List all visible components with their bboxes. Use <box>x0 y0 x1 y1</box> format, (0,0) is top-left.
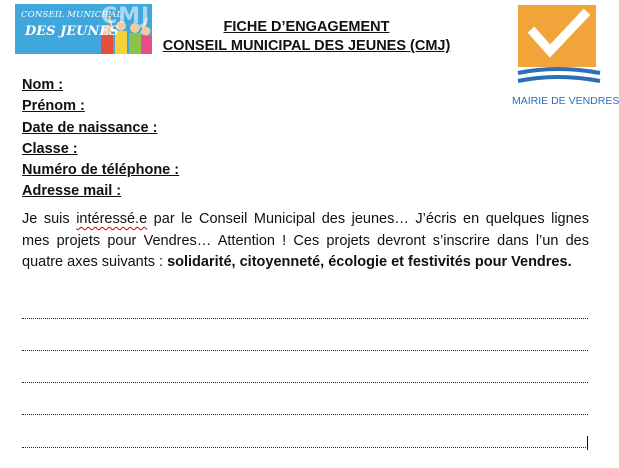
writing-line[interactable] <box>22 447 588 449</box>
instructions-paragraph <box>22 209 589 274</box>
document-title: FICHE D’ENGAGEMENT <box>223 19 390 35</box>
cmj-logo-line2: DES JEUNES <box>25 24 119 39</box>
field-prenom[interactable]: Prénom : <box>22 98 85 115</box>
field-classe[interactable]: Classe : <box>22 140 78 157</box>
field-telephone[interactable]: Numéro de téléphone : <box>22 162 180 179</box>
mairie-logo <box>512 3 619 107</box>
document-subtitle: CONSEIL MUNICIPAL DES JEUNES (CMJ) <box>162 38 451 54</box>
writing-line[interactable] <box>22 382 588 384</box>
paragraph-axes: solidarité, citoyenneté, écologie et festivités pour Vendres. <box>167 254 572 270</box>
writing-line[interactable] <box>22 350 588 352</box>
paragraph-part2: par le Conseil Municipal des jeunes… J’écris en quelques lignes mes projets pour Vendres… Attention ! Ces projets devront s’inscrire dans l’un des quatre axes suivants : <box>22 211 589 270</box>
cmj-logo-line1: CONSEIL MUNICIPAL <box>21 10 123 20</box>
cmj-acronym: CMJ <box>101 4 151 29</box>
writing-line[interactable] <box>22 318 588 320</box>
text-cursor <box>587 436 588 450</box>
field-adresse-mail[interactable]: Adresse mail : <box>22 183 122 200</box>
field-date-naissance[interactable]: Date de naissance : <box>22 119 158 136</box>
paragraph-part1: Je suis <box>22 211 77 227</box>
cmj-logo <box>15 4 152 54</box>
form-fields <box>22 75 179 203</box>
field-nom[interactable]: Nom : <box>22 77 64 93</box>
document-header <box>150 18 463 56</box>
checkmark-icon <box>512 3 600 95</box>
spellcheck-flagged-word: intéressé.e <box>76 211 148 227</box>
writing-line[interactable] <box>22 414 588 416</box>
mairie-caption: MAIRIE DE VENDRES <box>512 95 619 107</box>
